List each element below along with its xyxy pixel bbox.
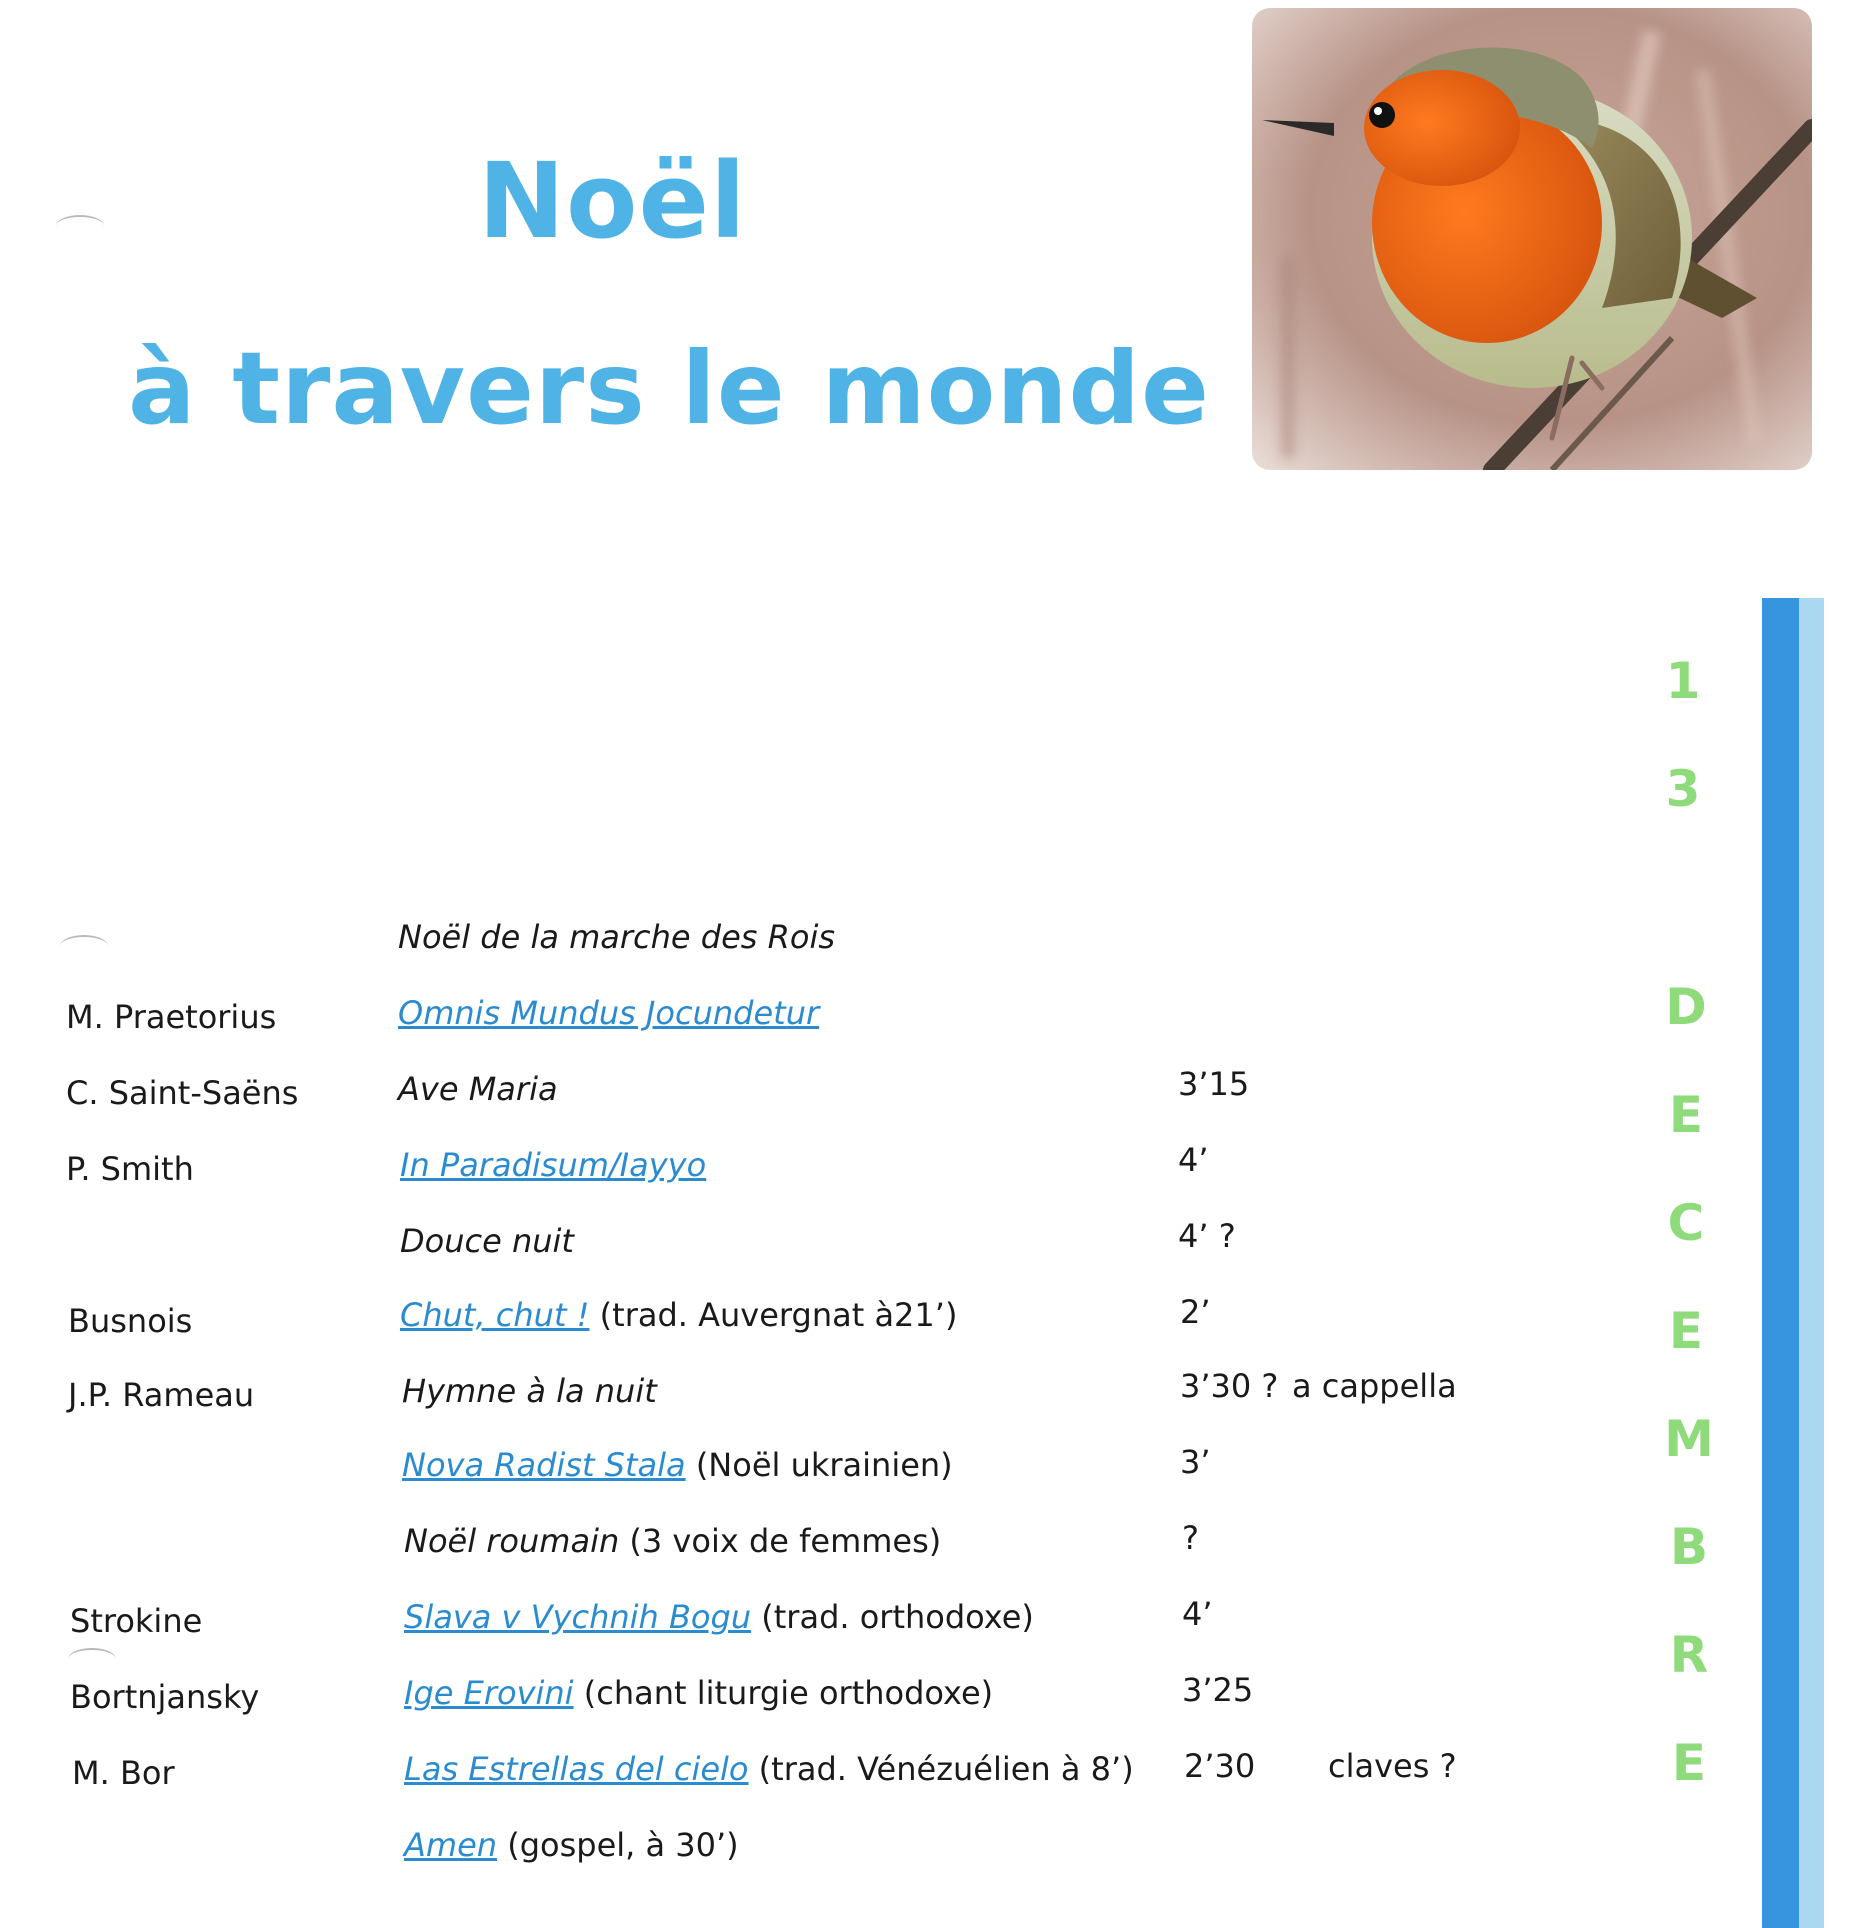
program-note: claves ? <box>1328 1747 1457 1785</box>
program-composer: J.P. Rameau <box>68 1376 255 1414</box>
program-duration: 3’15 <box>1178 1065 1250 1103</box>
program-piece: Hymne à la nuit <box>402 1372 657 1410</box>
piece-link[interactable]: Ige Erovini <box>404 1674 574 1712</box>
program-piece: Ige Erovini (chant liturgie orthodoxe) <box>404 1674 994 1712</box>
program-piece: Nova Radist Stala (Noël ukrainien) <box>402 1446 953 1484</box>
program-piece <box>400 1146 706 1184</box>
punch-hole-mark <box>60 935 108 957</box>
date-month-letter: D <box>1665 978 1707 1036</box>
date-month-letter: E <box>1668 1302 1704 1360</box>
program-duration: 3’30 ? <box>1180 1367 1279 1405</box>
date-month-letter: M <box>1664 1410 1714 1468</box>
program-composer: Bortnjansky <box>70 1678 260 1716</box>
program-piece <box>398 994 819 1032</box>
piece-link[interactable]: Amen <box>404 1826 498 1864</box>
program-piece: Las Estrellas del cielo (trad. Vénézuélien à 8’) <box>404 1750 1134 1788</box>
program-duration: 2’30 <box>1184 1747 1256 1785</box>
program-piece: Noël de la marche des Rois <box>398 918 835 956</box>
program-piece: Amen (gospel, à 30’) <box>404 1826 739 1864</box>
date-month-letter: B <box>1669 1518 1709 1576</box>
date-month-letter: E <box>1668 1086 1704 1144</box>
date-side-bar <box>1762 598 1824 1928</box>
robin-image <box>1252 8 1812 470</box>
program-duration: 2’ <box>1180 1293 1211 1331</box>
program-piece: Noël roumain (3 voix de femmes) <box>404 1522 942 1560</box>
program-duration: 3’25 <box>1182 1671 1254 1709</box>
program-duration: ? <box>1182 1519 1199 1557</box>
date-day-digit: 3 <box>1665 760 1701 818</box>
date-month-letter: E <box>1671 1734 1707 1792</box>
program-piece: Ave Maria <box>398 1070 558 1108</box>
piece-link[interactable]: Slava v Vychnih Bogu <box>404 1598 752 1636</box>
title-line-2: à travers le monde <box>128 330 1210 447</box>
piece-link[interactable]: Omnis Mundus Jocundetur <box>398 994 820 1032</box>
date-day-digit: 1 <box>1665 652 1701 710</box>
program-composer: M. Bor <box>72 1754 175 1792</box>
program-composer: Busnois <box>68 1302 193 1340</box>
piece-link[interactable]: In Paradisum/Iayyo <box>400 1146 707 1184</box>
punch-hole-mark <box>68 1648 116 1670</box>
title-line-1: Noël <box>478 140 747 262</box>
piece-link[interactable]: Nova Radist Stala <box>402 1446 686 1484</box>
date-month-letter: R <box>1669 1626 1709 1684</box>
date-month-letter: C <box>1667 1194 1705 1252</box>
program-piece: Slava v Vychnih Bogu (trad. orthodoxe) <box>404 1598 1034 1636</box>
punch-hole-mark <box>56 215 104 237</box>
piece-link[interactable]: Chut, chut ! <box>400 1296 590 1334</box>
piece-link[interactable]: Las Estrellas del cielo <box>404 1750 749 1788</box>
program-duration: 3’ <box>1180 1443 1211 1481</box>
program-piece: Chut, chut ! (trad. Auvergnat à21’) <box>400 1296 958 1334</box>
program-composer: M. Praetorius <box>66 998 277 1036</box>
program-composer: Strokine <box>70 1602 203 1640</box>
program-duration: 4’ <box>1178 1141 1209 1179</box>
program-composer: P. Smith <box>66 1150 194 1188</box>
program-note: a cappella <box>1292 1367 1457 1405</box>
program-duration: 4’ <box>1182 1595 1213 1633</box>
program-duration: 4’ ? <box>1178 1217 1236 1255</box>
program-piece: Douce nuit <box>400 1222 574 1260</box>
program-composer: C. Saint-Saëns <box>66 1074 299 1112</box>
